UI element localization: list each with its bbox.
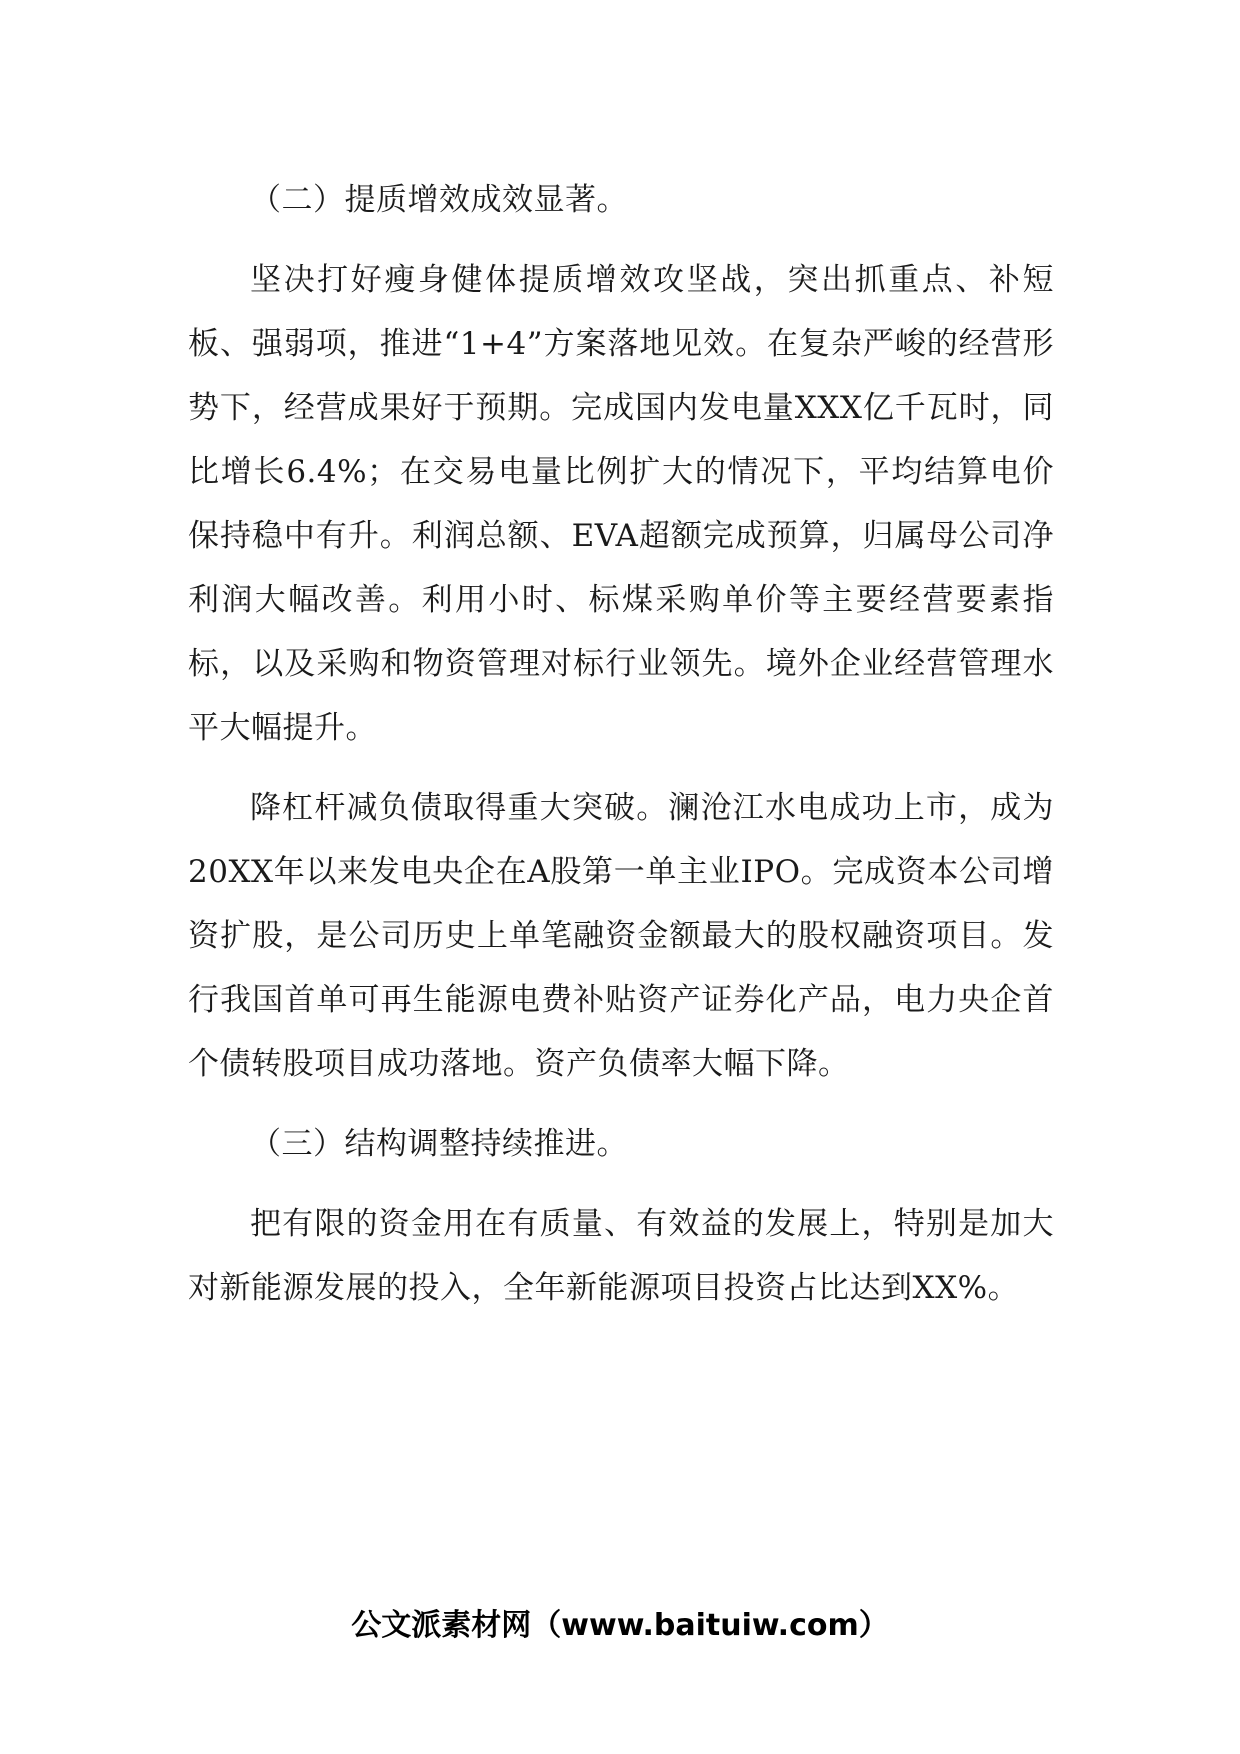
section-heading-2: （二）提质增效成效显著。 [250, 182, 628, 218]
section-heading-3: （三）结构调整持续推进。 [250, 1126, 628, 1162]
paragraph-deleveraging: 降杠杆减负债取得重大突破。澜沧江水电成功上市，成为20XX年以来发电央企在A股第一单主业IPO。完成资本公司增资扩股，是公司历史上单笔融资金额最大的股权融资项目。发行我国首单可再生能源电费补贴资产证券化产品，电力央企首个债转股项目成功落地。资产负债率大幅下降。 [188, 790, 1054, 1082]
paragraph-efficiency: 坚决打好瘦身健体提质增效攻坚战，突出抓重点、补短板、强弱项，推进“1+4”方案落地见效。在复杂严峻的经营形势下，经营成果好于预期。完成国内发电量XXX亿千瓦时，同比增长6.4%；在交易电量比例扩大的情况下，平均结算电价保持稳中有升。利润总额、EVA超额完成预算，归属母公司净利润大幅改善。利用小时、标煤采购单价等主要经营要素指标，以及采购和物资管理对标行业领先。境外企业经营管理水平大幅提升。 [188, 262, 1054, 746]
document-body [188, 168, 1054, 1336]
paragraph-structure: 把有限的资金用在有质量、有效益的发展上，特别是加大对新能源发展的投入，全年新能源项目投资占比达到XX%。 [188, 1206, 1054, 1306]
footer-watermark: 公文派素材网（www.baituiw.com） [351, 1608, 889, 1643]
